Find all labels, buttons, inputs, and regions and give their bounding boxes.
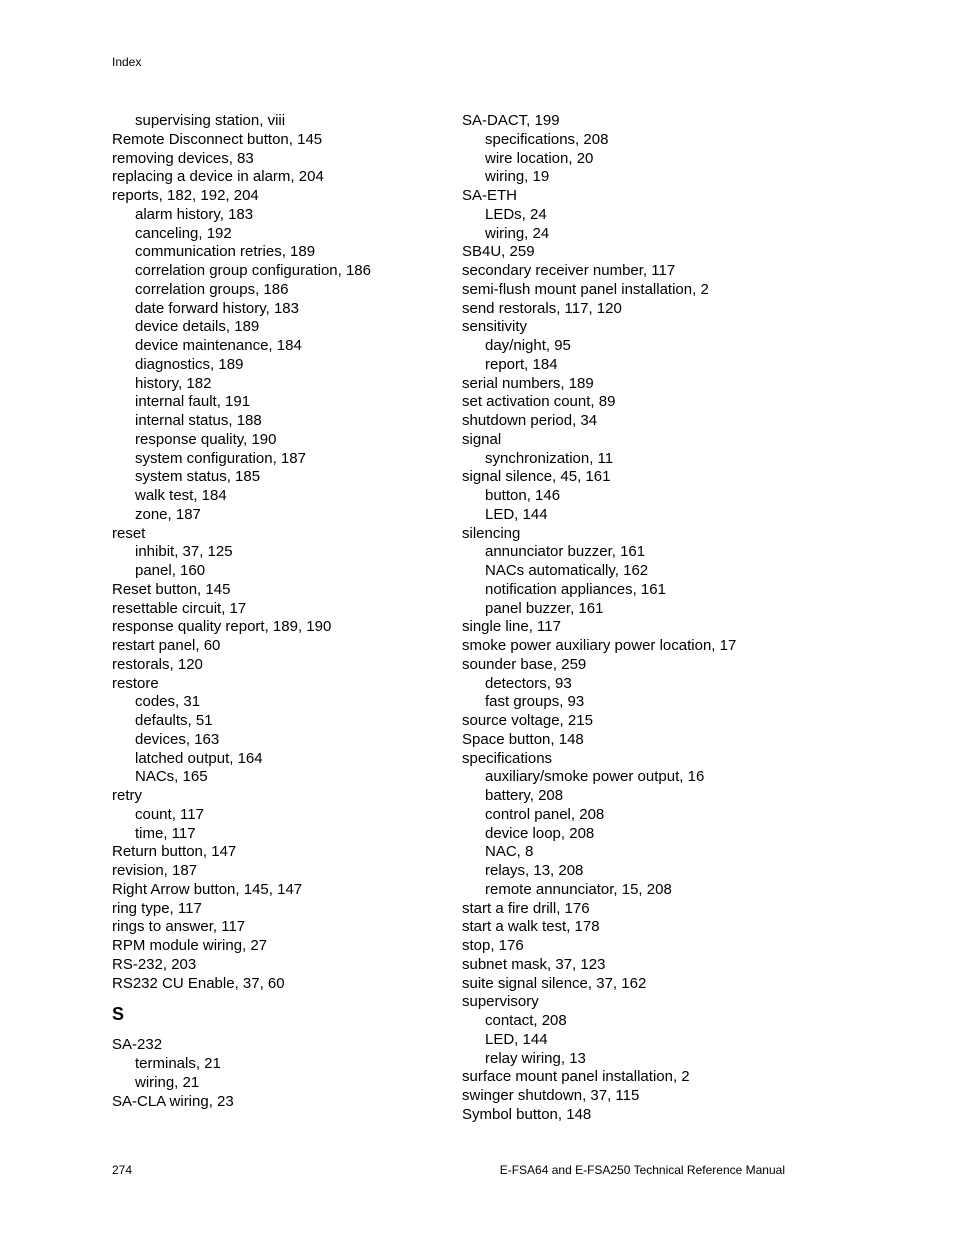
index-subentry: fast groups, 93	[485, 693, 585, 711]
index-entry: Right Arrow button, 145, 147	[112, 880, 303, 898]
index-subentry: panel buzzer, 161	[485, 599, 604, 617]
index-entry: stop, 176	[462, 937, 524, 954]
index-entry: subnet mask, 37, 123	[462, 955, 606, 973]
index-subentry: time, 117	[135, 824, 196, 842]
index-entry: smoke power auxiliary power location, 17	[462, 637, 737, 654]
index-subentry: terminals, 21	[135, 1055, 221, 1072]
page-number: 274	[112, 1163, 133, 1177]
index-entry: SA-ETH	[462, 187, 518, 204]
index-entry: suite signal silence, 37, 162	[462, 974, 647, 992]
index-subentry: diagnostics, 189	[135, 355, 244, 373]
index-entry: response quality report, 189, 190	[112, 618, 332, 636]
index-entry: sensitivity	[462, 318, 528, 336]
index-entry: Remote Disconnect button, 145	[112, 130, 323, 148]
manual-title: E-FSA64 and E-FSA250 Technical Reference Manual	[499, 1163, 785, 1177]
index-entry: shutdown period, 34	[462, 412, 598, 429]
index-subentry: wire location, 20	[485, 149, 594, 167]
index-entry: RS-232, 203	[112, 955, 197, 973]
index-subentry: wiring, 21	[135, 1073, 200, 1091]
running-header: Index	[112, 55, 142, 69]
index-subentry: correlation groups, 186	[135, 280, 289, 298]
index-entry: single line, 117	[462, 618, 561, 636]
index-subentry: devices, 163	[135, 730, 220, 748]
index-entry: restorals, 120	[112, 655, 203, 673]
index-entry: set activation count, 89	[462, 393, 616, 411]
index-entry: swinger shutdown, 37, 115	[462, 1087, 640, 1104]
index-subentry: defaults, 51	[135, 712, 213, 729]
index-subentry: communication retries, 189	[135, 243, 316, 261]
index-entry: signal silence, 45, 161	[462, 468, 611, 486]
index-subentry: auxiliary/smoke power output, 16	[485, 768, 705, 786]
index-entry: Return button, 147	[112, 843, 237, 861]
index-subentry: annunciator buzzer, 161	[485, 543, 646, 561]
index-entry: surface mount panel installation, 2	[462, 1068, 690, 1086]
index-entry: semi-flush mount panel installation, 2	[462, 280, 709, 298]
index-entry: RS232 CU Enable, 37, 60	[112, 974, 285, 992]
index-subentry: panel, 160	[135, 562, 206, 579]
index-entry: reports, 182, 192, 204	[112, 187, 259, 204]
index-entry: resettable circuit, 17	[112, 599, 247, 617]
index-subentry: date forward history, 183	[135, 299, 299, 317]
index-subentry: walk test, 184	[135, 487, 227, 504]
index-column-right	[462, 112, 792, 1125]
index-subentry: day/night, 95	[485, 337, 571, 354]
index-entry: start a fire drill, 176	[462, 899, 590, 917]
index-subentry: synchronization, 11	[485, 449, 614, 467]
index-entry: Symbol button, 148	[462, 1105, 592, 1123]
index-subentry: remote annunciator, 15, 208	[485, 880, 672, 898]
index-entry: serial numbers, 189	[462, 374, 594, 392]
index-subentry: internal fault, 191	[135, 393, 251, 411]
index-entry: restore	[112, 674, 159, 692]
index-subentry: detectors, 93	[485, 674, 572, 692]
index-entry: reset	[112, 524, 146, 542]
index-subentry: control panel, 208	[485, 805, 605, 823]
index-subentry: relay wiring, 13	[485, 1049, 586, 1067]
index-subentry: alarm history, 183	[135, 205, 254, 223]
index-entry: send restorals, 117, 120	[462, 299, 622, 317]
index-entry: start a walk test, 178	[462, 918, 600, 936]
section-letter: S	[112, 1004, 125, 1025]
index-subentry: codes, 31	[135, 693, 201, 711]
index-subentry: correlation group configuration, 186	[135, 262, 371, 279]
index-entry: SA-CLA wiring, 23	[112, 1092, 234, 1110]
index-subentry: relays, 13, 208	[485, 862, 584, 879]
index-entry: ring type, 117	[112, 899, 202, 917]
index-entry: SB4U, 259	[462, 243, 535, 261]
index-subentry: device loop, 208	[485, 824, 595, 842]
index-subentry: specifications, 208	[485, 130, 609, 148]
index-subentry: contact, 208	[485, 1012, 567, 1029]
index-entry: Space button, 148	[462, 730, 584, 748]
index-column-left	[112, 112, 442, 1111]
index-subentry: inhibit, 37, 125	[135, 543, 233, 561]
index-subentry: battery, 208	[485, 787, 564, 804]
index-subentry: notification appliances, 161	[485, 580, 666, 598]
index-entry: sounder base, 259	[462, 655, 587, 673]
index-subentry: NAC, 8	[485, 843, 534, 861]
index-subentry: latched output, 164	[135, 749, 263, 767]
index-entry: source voltage, 215	[462, 712, 593, 729]
index-subentry: wiring, 19	[485, 168, 550, 186]
index-entry: signal	[462, 430, 502, 448]
index-entry: supervisory	[462, 993, 539, 1011]
index-entry: Reset button, 145	[112, 580, 231, 598]
index-entry: secondary receiver number, 117	[462, 262, 676, 279]
index-entry: replacing a device in alarm, 204	[112, 168, 324, 186]
index-subentry: button, 146	[485, 487, 561, 504]
index-subentry: LEDs, 24	[485, 205, 547, 223]
index-subentry: canceling, 192	[135, 224, 232, 242]
index-entry: revision, 187	[112, 862, 198, 879]
index-subentry: internal status, 188	[135, 412, 262, 429]
index-subentry: NACs, 165	[135, 768, 208, 786]
index-entry: silencing	[462, 524, 521, 542]
index-entry: restart panel, 60	[112, 637, 221, 654]
index-subentry: response quality, 190	[135, 430, 277, 448]
index-entry: retry	[112, 787, 142, 804]
index-subentry: LED, 144	[485, 1030, 548, 1048]
index-subentry: wiring, 24	[485, 224, 550, 242]
index-entry: SA-DACT, 199	[462, 112, 560, 129]
index-subentry: zone, 187	[135, 505, 201, 523]
index-subentry: history, 182	[135, 374, 212, 392]
index-subentry: NACs automatically, 162	[485, 562, 649, 579]
index-entry: RPM module wiring, 27	[112, 937, 268, 954]
index-subentry: LED, 144	[485, 505, 548, 523]
index-entry: SA-232	[112, 1036, 163, 1054]
index-subentry: system status, 185	[135, 468, 261, 486]
index-entry: specifications	[462, 749, 553, 767]
index-subentry: count, 117	[135, 805, 204, 823]
index-subentry: report, 184	[485, 355, 558, 373]
index-subentry: device details, 189	[135, 318, 260, 336]
index-subentry: device maintenance, 184	[135, 337, 302, 354]
index-subentry: supervising station, viii	[135, 112, 286, 129]
index-entry: rings to answer, 117	[112, 918, 246, 936]
index-entry: removing devices, 83	[112, 149, 254, 167]
index-subentry: system configuration, 187	[135, 449, 306, 467]
